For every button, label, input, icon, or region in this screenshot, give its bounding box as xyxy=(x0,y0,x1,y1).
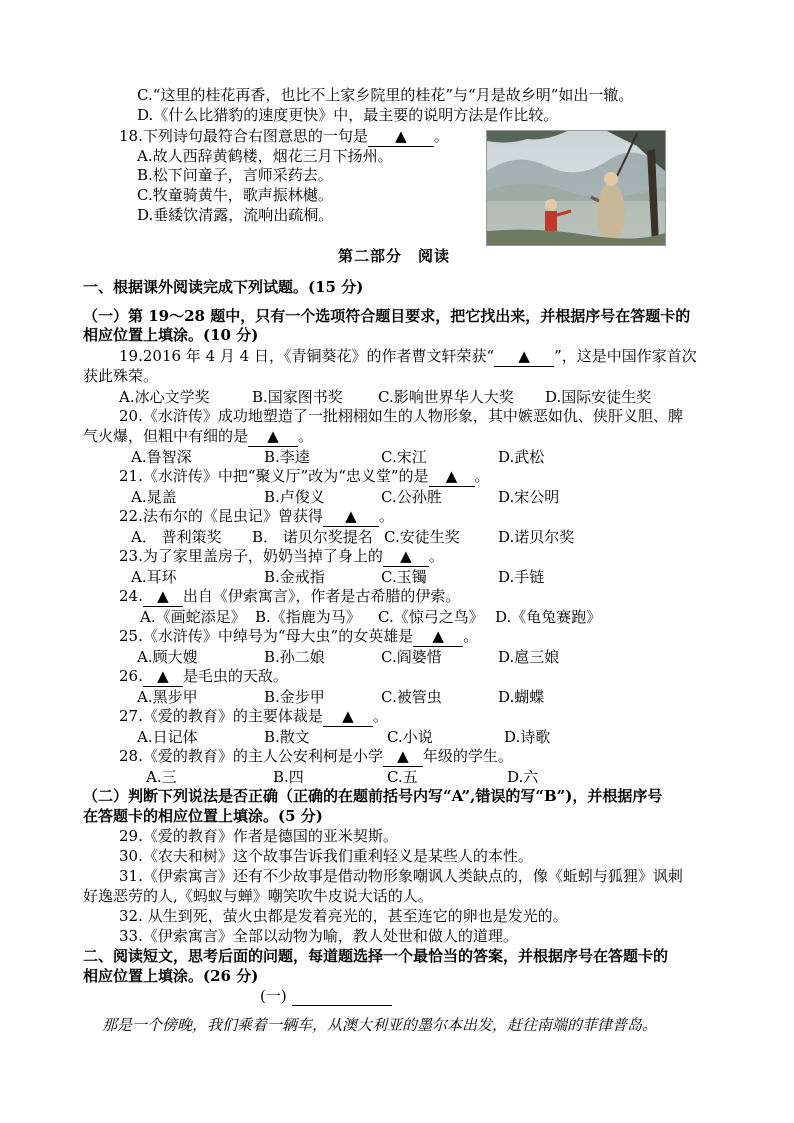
passage-title: (一) xyxy=(260,986,392,1006)
question-19-cont: 获此殊荣。 xyxy=(83,367,159,385)
option-23a: A.耳环 xyxy=(131,568,177,586)
question-31-cont: 好逸恶劳的人,《蚂蚁与蝉》嘲笑吹牛皮说大话的人。 xyxy=(83,887,433,905)
option-24a: A.《画蛇添足》 xyxy=(140,608,246,626)
question-24: 24. ▲ 出自《伊索寓言》，作者是古希腊的伊索。 xyxy=(119,587,461,605)
question-33: 33.《伊索寓言》全部以动物为喻，教人处世和做人的道理。 xyxy=(119,927,518,945)
option-28a: A.三 xyxy=(146,768,177,786)
option-26b: B.金步甲 xyxy=(264,688,325,706)
question-31: 31.《伊索寓言》还有不少故事是借动物形象嘲讽人类缺点的，像《蚯蚓与狐狸》讽刺 xyxy=(119,867,683,885)
subsection-2-line1: （二）判断下列说法是否正确（正确的在题前括号内写“A”,错误的写“B”)，并根据序号 xyxy=(83,787,663,805)
option-25d: D.扈三娘 xyxy=(498,648,560,666)
answer-blank: ▲ xyxy=(494,346,554,367)
option-23d: D.手链 xyxy=(498,568,545,586)
question-19: 19.2016 年 4 月 4 日，《青铜葵花》的作者曹文轩荣获“ ▲ ”，这是中国作家首次 xyxy=(119,347,697,365)
question-21: 21.《水浒传》中把“聚义厅”改为“忠义堂”的是 ▲ 。 xyxy=(119,467,490,485)
option-19d: D.国际安徒生奖 xyxy=(545,388,652,406)
option-21c: C.公孙胜 xyxy=(381,488,442,506)
answer-blank: ▲ xyxy=(143,666,183,687)
answer-blank: ▲ xyxy=(383,746,423,767)
option-21b: B.卢俊义 xyxy=(264,488,325,506)
option-26d: D.蝴蝶 xyxy=(498,688,545,706)
answer-blank: ▲ xyxy=(429,466,475,487)
question-27: 27.《爱的教育》的主要体裁是 ▲ 。 xyxy=(119,707,388,725)
question-23: 23.为了家里盖房子，奶奶当掉了身上的 ▲ 。 xyxy=(119,547,444,565)
option-17c: C.“这里的桂花再香，也比不上家乡院里的桂花”与“月是故乡明”如出一辙。 xyxy=(137,86,634,104)
answer-blank: ▲ xyxy=(323,706,373,727)
option-23b: B.金戒指 xyxy=(264,568,325,586)
option-24d: D.《龟兔赛跑》 xyxy=(495,608,602,626)
subsection-2-line2: 在答题卡的相应位置上填涂。(5 分) xyxy=(83,807,323,825)
passage-title-blank xyxy=(292,989,392,1006)
passage-first-line: 那是一个傍晚，我们乘着一辆车，从澳大利亚的墨尔本出发，赶往南端的菲律普岛。 xyxy=(102,1016,658,1034)
question-26: 26. ▲ 是毛虫的天敌。 xyxy=(119,667,288,685)
question-25: 25.《水浒传》中绰号为“母大虫”的女英雄是 ▲ 。 xyxy=(119,627,479,645)
section-2-line1: 二、阅读短文，思考后面的问题，每道题选择一个最恰当的答案，并根据序号在答题卡的 xyxy=(83,947,669,965)
option-21d: D.宋公明 xyxy=(498,488,560,506)
answer-blank: ▲ xyxy=(413,626,463,647)
option-19a: A.冰心文学奖 xyxy=(119,388,210,406)
answer-blank: ▲ xyxy=(383,546,429,567)
option-27b: B.散文 xyxy=(264,728,310,746)
answer-blank: ▲ xyxy=(368,126,434,147)
option-21a: A.晁盖 xyxy=(131,488,177,506)
ink-painting-image xyxy=(486,130,666,246)
option-26c: C.被管虫 xyxy=(381,688,442,706)
option-24c: C.《惊弓之鸟》 xyxy=(378,608,484,626)
question-32: 32. 从生到死，萤火虫都是发着亮光的，甚至连它的卵也是发光的。 xyxy=(119,907,568,925)
option-27a: A.日记体 xyxy=(137,728,198,746)
option-28b: B.四 xyxy=(273,768,304,786)
option-24b: B.《指鹿为马》 xyxy=(255,608,361,626)
question-29: 29.《爱的教育》作者是德国的亚米契斯。 xyxy=(119,827,398,845)
option-25c: C.阎婆惜 xyxy=(381,648,442,666)
option-20a: A.鲁智深 xyxy=(131,448,192,466)
option-27c: C.小说 xyxy=(387,728,433,746)
option-18c: C.牧童骑黄牛，歌声振林樾。 xyxy=(137,186,333,204)
option-19b: B.国家图书奖 xyxy=(252,388,343,406)
question-30: 30.《农夫和树》这个故事告诉我们重利轻义是某些人的本性。 xyxy=(119,847,533,865)
option-23c: C.玉镯 xyxy=(381,568,427,586)
option-26a: A.黑步甲 xyxy=(137,688,198,706)
question-28: 28.《爱的教育》的主人公安利柯是小学 ▲ 年级的学生。 xyxy=(119,747,513,765)
section-2-line2: 相应位置上填涂。(26 分) xyxy=(83,967,259,985)
option-17d: D.《什么比猎豹的速度更快》中，最主要的说明方法是作比较。 xyxy=(137,106,559,124)
option-22a: A． 普利策奖 xyxy=(131,528,222,546)
option-18a: A.故人西辞黄鹤楼，烟花三月下扬州。 xyxy=(137,147,393,165)
option-25a: A.顾大嫂 xyxy=(137,648,198,666)
option-19c: C.影响世界华人大奖 xyxy=(378,388,514,406)
option-28c: C.五 xyxy=(387,768,418,786)
question-20-cont: 气火爆，但粗中有细的是 ▲ 。 xyxy=(83,427,314,445)
subsection-1-line1: （一）第 19～28 题中，只有一个选项符合题目要求，把它找出来，并根据序号在答题卡的 xyxy=(83,307,691,325)
option-27d: D.诗歌 xyxy=(504,728,551,746)
question-18: 18.下列诗句最符合右图意思的一句是 ▲ 。 xyxy=(119,127,449,145)
part-title: 第二部分 阅读 xyxy=(338,247,451,265)
option-20b: B.李逵 xyxy=(264,448,310,466)
option-22c: C.安徒生奖 xyxy=(384,528,460,546)
option-22d: D.诺贝尔奖 xyxy=(498,528,575,546)
answer-blank: ▲ xyxy=(323,506,379,527)
option-28d: D.六 xyxy=(507,768,539,786)
section-1-heading: 一、根据课外阅读完成下列试题。(15 分) xyxy=(83,278,364,296)
answer-blank: ▲ xyxy=(248,426,298,447)
question-22: 22.法布尔的《昆虫记》曾获得 ▲ 。 xyxy=(119,507,394,525)
option-20c: C.宋江 xyxy=(381,448,427,466)
option-18d: D.垂緌饮清露，流响出疏桐。 xyxy=(137,206,334,224)
option-20d: D.武松 xyxy=(498,448,545,466)
question-20: 20.《水浒传》成功地塑造了一批栩栩如生的人物形象，其中嫉恶如仇、侠肝义胆、脾 xyxy=(119,407,683,425)
option-22b: B． 诺贝尔奖提名 xyxy=(252,528,373,546)
option-25b: B.孙二娘 xyxy=(264,648,325,666)
answer-blank: ▲ xyxy=(143,586,183,607)
option-18b: B.松下问童子，言师采药去。 xyxy=(137,166,333,184)
subsection-1-line2: 相应位置上填涂。(10 分) xyxy=(83,326,259,344)
